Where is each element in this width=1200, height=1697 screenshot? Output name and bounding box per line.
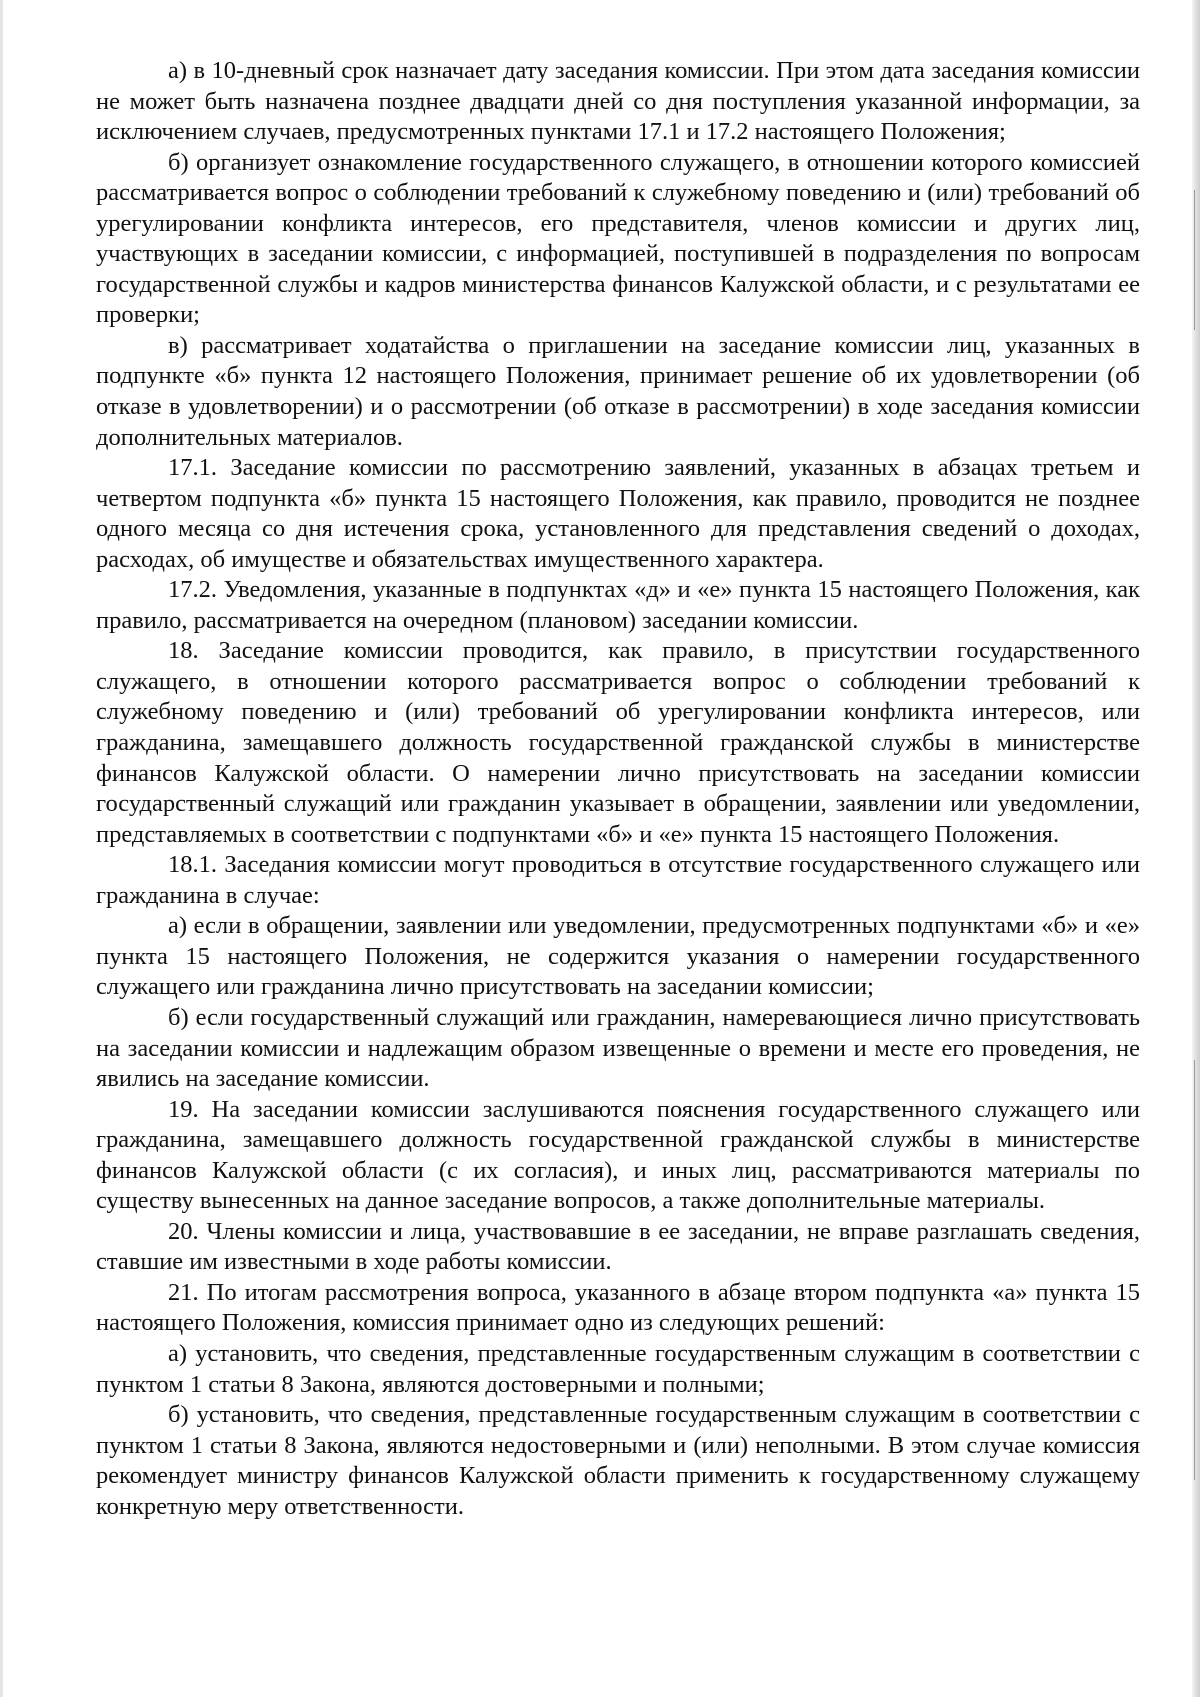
paragraph-21-a: а) установить, что сведения, представленные государственным служащим в соответствии с пунктом 1 статьи 8 Закона, являются достоверными и полными;	[96, 1339, 1140, 1398]
paragraph-18-1-b: б) если государственный служащий или гражданин, намеревающиеся лично присутствовать на заседании комиссии и надлежащим образом извещенные о времени и месте его проведения, не явились на заседание комиссии.	[96, 1003, 1140, 1093]
paragraph-18-1-a: а) если в обращении, заявлении или уведомлении, предусмотренных подпунктами «б» и «е» пункта 15 настоящего Положения, не содержится указания о намерении государственного служащего или гражданина лично присутствовать на заседании комиссии;	[96, 912, 1140, 1001]
paragraph-17-2: 17.2. Уведомления, указанные в подпунктах «д» и «е» пункта 15 настоящего Положения, как правило, рассматривается на очередном (плановом) заседании комиссии.	[96, 576, 1140, 634]
paragraph-17-v: в) рассматривает ходатайства о приглашении на заседание комиссии лиц, указанных в подпункте «б» пункта 12 настоящего Положения, принимает решение об их удовлетворении (об отказе в удовлетворении) и о рассмотрении (об отказе в рассмотрении) в ходе заседания комиссии дополнительных материалов.	[96, 331, 1140, 451]
paragraph-17-a: а) в 10-дневный срок назначает дату заседания комиссии. При этом дата заседания комиссии не может быть назначена позднее двадцати дней со дня поступления указанной информации, за исключением случаев, предусмотренных пунктами 17.1 и 17.2 настоящего Положения;	[96, 57, 1140, 146]
scan-left-edge	[0, 0, 3, 1697]
scan-artifact-line	[1194, 1060, 1195, 1480]
document-body	[96, 56, 1140, 1522]
scan-artifact-line	[1194, 190, 1195, 330]
paragraph-18: 18. Заседание комиссии проводится, как правило, в присутствии государственного служащего, в отношении которого рассматривается вопрос о соблюдении требований к служебному поведению и (или) требований об урегулировании конфликта интересов, или гражданина, замещавшего должность государственной гражданской службы в министерстве финансов Калужской области. О намерении лично присутствовать на заседании комиссии государственный служащий или гражданин указывает в обращении, заявлении или уведомлении, представляемых в соответствии с подпунктами «б» и «е» пункта 15 настоящего Положения.	[96, 637, 1140, 848]
paragraph-19: 19. На заседании комиссии заслушиваются пояснения государственного служащего или гражданина, замещавшего должность государственной гражданской службы в министерстве финансов Калужской области (с их согласия), и иных лиц, рассматриваются материалы по существу вынесенных на данное заседание вопросов, а также дополнительные материалы.	[96, 1095, 1140, 1215]
paragraph-17-1: 17.1. Заседание комиссии по рассмотрению заявлений, указанных в абзацах третьем и четвертом подпункта «б» пункта 15 настоящего Положения, как правило, проводится не позднее одного месяца со дня истечения срока, установленного для представления сведений о доходах, расходах, об имуществе и обязательствах имущественного характера.	[96, 454, 1140, 573]
paragraph-18-1: 18.1. Заседания комиссии могут проводиться в отсутствие государственного служащего или гражданина в случае:	[96, 851, 1140, 909]
paragraph-17-b: б) организует ознакомление государственного служащего, в отношении которого комиссией рассматривается вопрос о соблюдении требований к служебному поведению и (или) требований об урегулировании конфликта интересов, его представителя, членов комиссии и других лиц, участвующих в заседании комиссии, с информацией, поступившей в подразделения по вопросам государственной службы и кадров министерства финансов Калужской области, и с результатами ее проверки;	[96, 148, 1140, 329]
paragraph-20: 20. Члены комиссии и лица, участвовавшие в ее заседании, не вправе разглашать сведения, ставшие им известными в ходе работы комиссии.	[96, 1217, 1140, 1276]
paragraph-21-b: б) установить, что сведения, представленные государственным служащим в соответствии с пунктом 1 статьи 8 Закона, являются недостоверными и (или) неполными. В этом случае комиссия рекомендует министру финансов Калужской области применить к государственному служащему конкретную меру ответственности.	[96, 1401, 1140, 1520]
paragraph-21: 21. По итогам рассмотрения вопроса, указанного в абзаце втором подпункта «а» пункта 15 настоящего Положения, комиссия принимает одно из следующих решений:	[96, 1278, 1140, 1337]
